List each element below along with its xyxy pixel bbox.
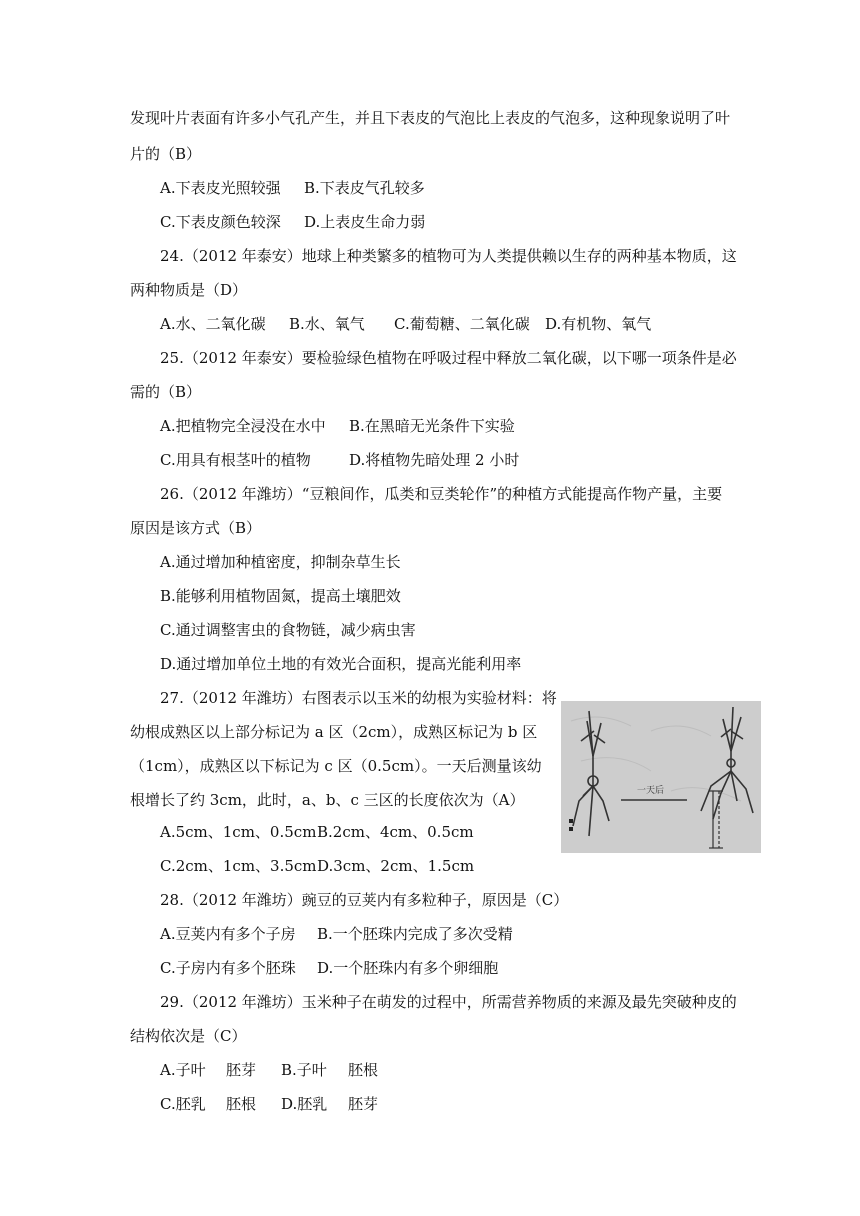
q29-option-d-part2: 胚芽 xyxy=(348,1095,379,1113)
q28-option-a: A.豆荚内有多个子房 xyxy=(160,925,296,943)
q24-option-b: B.水、氧气 xyxy=(289,315,365,333)
q29-option-d: D.胚乳 xyxy=(281,1095,328,1113)
q27-option-a: A.5cm、1cm、0.5cm xyxy=(160,823,317,841)
q25-option-d: D.将植物先暗处理 2 小时 xyxy=(349,451,520,469)
q26-stem-line-2: 原因是该方式（B） xyxy=(130,519,262,537)
q25-option-a: A.把植物完全浸没在水中 xyxy=(160,417,326,435)
q29-option-a: A.子叶 xyxy=(160,1061,206,1079)
q29-stem-line-2: 结构依次是（C） xyxy=(130,1027,247,1045)
q23-stem-line-2: 片的（B） xyxy=(130,145,202,163)
q24-option-a: A.水、二氧化碳 xyxy=(160,315,266,333)
q23-option-d: D.上表皮生命力弱 xyxy=(304,213,426,231)
q26-stem-line-1: 26.（2012 年潍坊）“豆粮间作，瓜类和豆类轮作”的种植方式能提高作物产量，主要 xyxy=(160,485,723,503)
arrow-label: 一天后 xyxy=(637,786,665,796)
q24-option-d: D.有机物、氧气 xyxy=(545,315,652,333)
q24-stem-line-2: 两种物质是（D） xyxy=(130,281,248,299)
q27-stem-line-2: 幼根成熟区以上部分标记为 a 区（2cm），成熟区标记为 b 区 xyxy=(130,723,538,741)
q25-option-b: B.在黑暗无光条件下实验 xyxy=(349,417,515,435)
q24-stem-line-1: 24.（2012 年泰安）地球上种类繁多的植物可为人类提供赖以生存的两种基本物质，这 xyxy=(160,247,737,265)
q28-stem-line-1: 28.（2012 年潍坊）豌豆的豆荚内有多粒种子，原因是（C） xyxy=(160,891,569,909)
q29-option-b: B.子叶 xyxy=(281,1061,327,1079)
q26-option-c: C.通过调整害虫的食物链，减少病虫害 xyxy=(160,621,416,639)
q23-stem-line-1: 发现叶片表面有许多小气孔产生，并且下表皮的气泡比上表皮的气泡多，这种现象说明了叶 xyxy=(130,109,731,127)
q23-option-b: B.下表皮气孔较多 xyxy=(304,179,425,197)
q25-stem-line-2: 需的（B） xyxy=(130,383,202,401)
q28-option-c: C.子房内有多个胚珠 xyxy=(160,959,296,977)
q28-option-b: B.一个胚珠内完成了多次受精 xyxy=(317,925,513,943)
q27-option-d: D.3cm、2cm、1.5cm xyxy=(317,857,475,875)
q27-option-c: C.2cm、1cm、3.5cm xyxy=(160,857,317,875)
q29-option-a-part2: 胚芽 xyxy=(226,1061,257,1079)
q27-stem-line-1: 27.（2012 年潍坊）右图表示以玉米的幼根为实验材料：将 xyxy=(160,689,557,707)
q29-stem-line-1: 29.（2012 年潍坊）玉米种子在萌发的过程中，所需营养物质的来源及最先突破种皮的 xyxy=(160,993,737,1011)
q25-stem-line-1: 25.（2012 年泰安）要检验绿色植物在呼吸过程中释放二氧化碳，以下哪一项条件是必 xyxy=(160,349,737,367)
q29-option-c: C.胚乳 xyxy=(160,1095,206,1113)
q27-option-b: B.2cm、4cm、0.5cm xyxy=(317,823,474,841)
q27-stem-line-3: （1cm），成熟区以下标记为 c 区（0.5cm）。一天后测量该幼 xyxy=(130,757,542,775)
q26-option-b: B.能够利用植物固氮，提高土壤肥效 xyxy=(160,587,401,605)
q26-option-d: D.通过增加单位土地的有效光合面积，提高光能利用率 xyxy=(160,655,522,673)
q26-option-a: A.通过增加种植密度，抑制杂草生长 xyxy=(160,553,401,571)
corn-root-growth-figure xyxy=(561,701,761,853)
q27-stem-line-4: 根增长了约 3cm，此时，a、b、c 三区的长度依次为（A） xyxy=(130,791,525,809)
q25-option-c: C.用具有根茎叶的植物 xyxy=(160,451,311,469)
q23-option-c: C.下表皮颜色较深 xyxy=(160,213,281,231)
q23-option-a: A.下表皮光照较强 xyxy=(160,179,281,197)
q29-option-c-part2: 胚根 xyxy=(226,1095,257,1113)
corn-root-diagram xyxy=(561,701,761,853)
q29-option-b-part2: 胚根 xyxy=(348,1061,379,1079)
q24-option-c: C.葡萄糖、二氧化碳 xyxy=(394,315,530,333)
q28-option-d: D.一个胚珠内有多个卵细胞 xyxy=(317,959,499,977)
